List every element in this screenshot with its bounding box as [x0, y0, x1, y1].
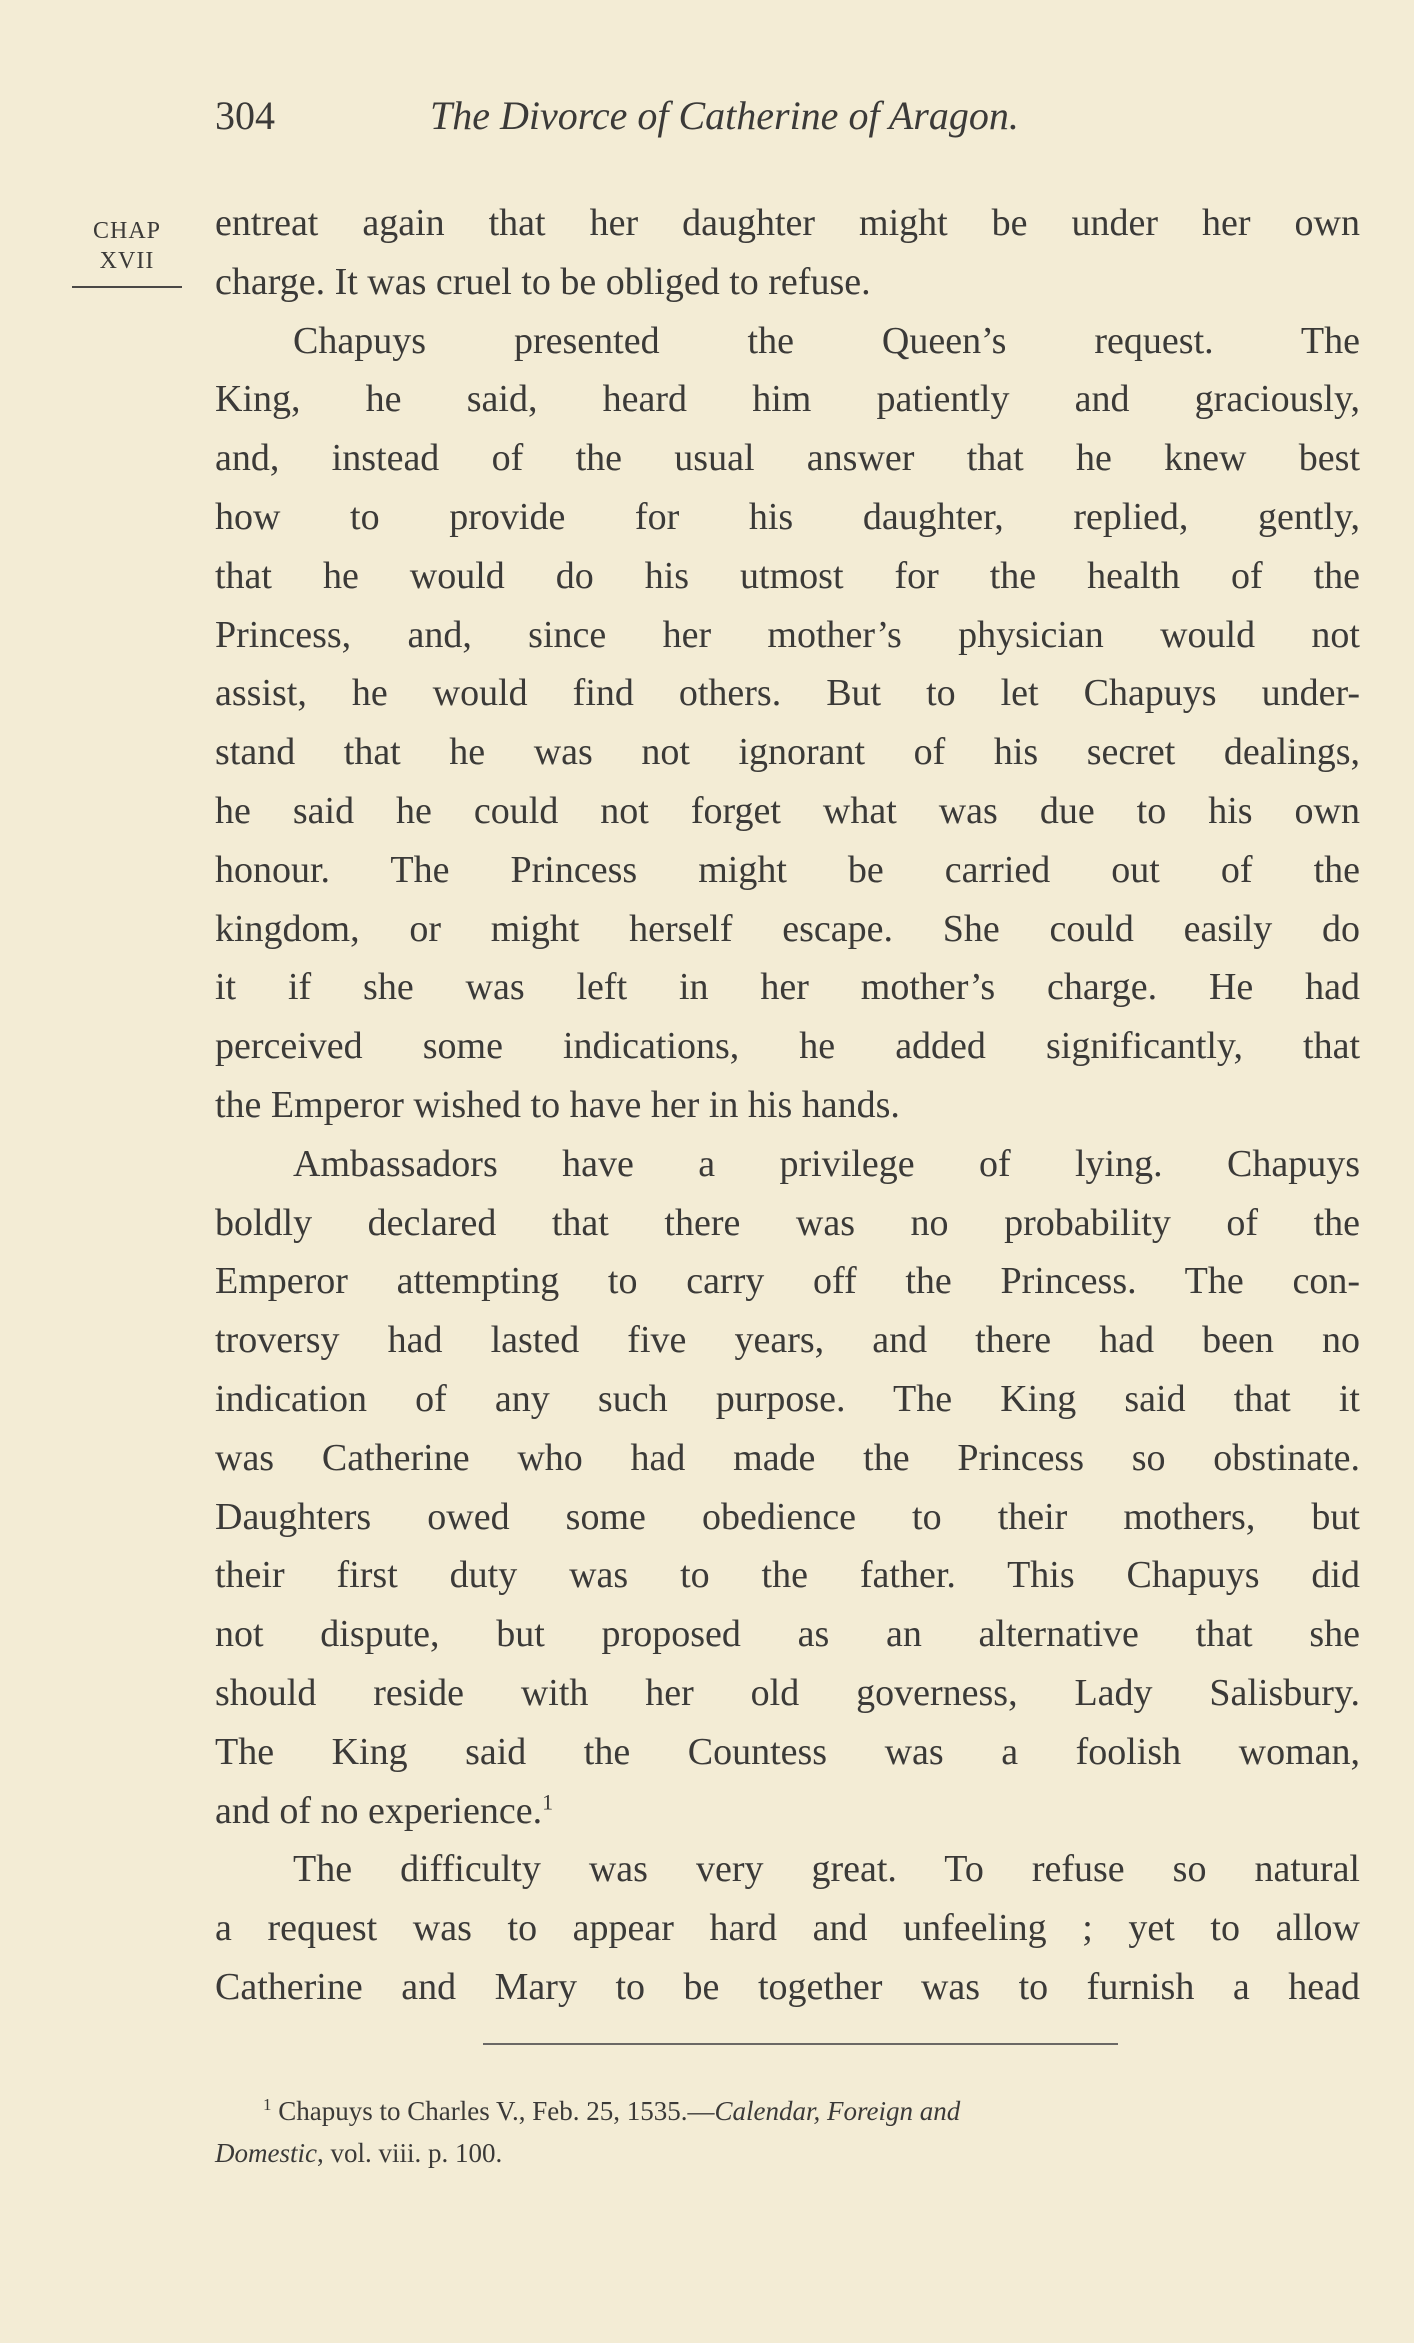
- text-line: [215, 194, 1360, 253]
- footnote-line: [215, 2090, 1360, 2132]
- text-line: [215, 547, 1360, 606]
- text-line: [215, 664, 1360, 723]
- text-line: [215, 312, 1360, 371]
- text-line: [215, 1899, 1360, 1958]
- footnotes: [215, 2090, 1360, 2174]
- line-text: Princess, and, since her mother’s physician would not: [215, 613, 1360, 656]
- chapter-margin-note: [72, 216, 182, 288]
- line-text: charge. It was cruel to be obliged to refuse.: [215, 260, 871, 303]
- line-text: and, instead of the usual answer that he knew best: [215, 437, 1360, 480]
- text-line: [215, 1429, 1360, 1488]
- line-text: the Emperor wished to have her in his hands.: [215, 1083, 900, 1126]
- footnote-text: , vol. viii. p. 100.: [316, 2138, 503, 2168]
- line-text: boldly declared that there was no probability of the: [215, 1201, 1360, 1244]
- footnote-title-part: Calendar, Foreign and: [714, 2096, 961, 2126]
- footnote-title-part: Domestic: [215, 2138, 317, 2168]
- text-line: [215, 1840, 1360, 1899]
- text-line: [215, 370, 1360, 429]
- line-text: Ambassadors have a privilege of lying. Chapuys: [293, 1142, 1360, 1185]
- line-text: was Catherine who had made the Princess so obstinate.: [215, 1436, 1360, 1479]
- footnote-line: [215, 2132, 1360, 2174]
- text-line: [215, 1135, 1360, 1194]
- text-line: [215, 1017, 1360, 1076]
- line-text: indication of any such purpose. The King said that it: [215, 1377, 1360, 1420]
- text-line: [215, 1252, 1360, 1311]
- text-line: [215, 429, 1360, 488]
- footnote-text: Chapuys to Charles V., Feb. 25, 1535.—: [278, 2096, 715, 2126]
- text-line: [215, 1723, 1360, 1782]
- text-line: [215, 1194, 1360, 1253]
- text-line: [215, 900, 1360, 959]
- footnote-rule: [483, 2043, 1118, 2045]
- line-text: he said he could not forget what was due to his own: [215, 789, 1360, 832]
- line-text: King, he said, heard him patiently and graciously,: [215, 378, 1360, 421]
- chapter-label: CHAP: [92, 218, 162, 244]
- line-text: their first duty was to the father. This Chapuys did: [215, 1554, 1360, 1597]
- running-title: The Divorce of Catherine of Aragon.: [430, 93, 1019, 138]
- line-text: Catherine and Mary to be together was to furnish a head: [215, 1965, 1360, 2008]
- line-text: kingdom, or might herself escape. She could easily do: [215, 907, 1360, 950]
- line-text: that he would do his utmost for the health of the: [215, 554, 1360, 597]
- text-line: [215, 958, 1360, 1017]
- text-line: [215, 782, 1360, 841]
- line-text: troversy had lasted five years, and there had been no: [215, 1319, 1360, 1362]
- text-line: [215, 1076, 1360, 1135]
- text-line: [215, 1782, 1360, 1841]
- text-line: [215, 1311, 1360, 1370]
- text-line: [215, 1370, 1360, 1429]
- footnote-reference[interactable]: 1: [542, 1788, 554, 1814]
- page-header: [215, 92, 1365, 148]
- text-line: [215, 253, 1360, 312]
- text-line: [215, 1664, 1360, 1723]
- margin-rule: [72, 286, 182, 288]
- text-line: [215, 488, 1360, 547]
- line-text: The King said the Countess was a foolish woman,: [215, 1730, 1360, 1773]
- line-text: stand that he was not ignorant of his secret dealings,: [215, 731, 1360, 774]
- line-text: entreat again that her daughter might be under her own: [215, 202, 1360, 244]
- line-text: not dispute, but proposed as an alternative that she: [215, 1613, 1360, 1656]
- line-text: it if she was left in her mother’s charge. He had: [215, 966, 1360, 1009]
- line-text: assist, he would find others. But to let Chapuys under-: [215, 672, 1360, 715]
- text-line: [215, 1488, 1360, 1547]
- line-text: how to provide for his daughter, replied, gently,: [215, 495, 1360, 538]
- page-number: 304: [215, 93, 275, 138]
- text-line: [215, 723, 1360, 782]
- line-text: Daughters owed some obedience to their mothers, but: [215, 1495, 1360, 1538]
- line-text: and of no experience.: [215, 1789, 543, 1832]
- line-text: perceived some indications, he added significantly, that: [215, 1025, 1360, 1068]
- text-line: [215, 1958, 1360, 2017]
- line-text: honour. The Princess might be carried out of the: [215, 848, 1360, 891]
- line-text: Emperor attempting to carry off the Princess. The con-: [215, 1260, 1360, 1303]
- line-text: a request was to appear hard and unfeeling ; yet to allow: [215, 1907, 1360, 1950]
- chapter-number: XVII: [99, 248, 155, 274]
- line-text: The difficulty was very great. To refuse so natural: [293, 1848, 1360, 1891]
- text-line: [215, 1546, 1360, 1605]
- line-text: Chapuys presented the Queen’s request. The: [293, 319, 1360, 362]
- body-text: [215, 194, 1360, 2017]
- text-line: [215, 606, 1360, 665]
- text-line: [215, 841, 1360, 900]
- footnote-marker: 1: [263, 2095, 272, 2114]
- text-line: [215, 1605, 1360, 1664]
- line-text: should reside with her old governess, Lady Salisbury.: [215, 1671, 1360, 1714]
